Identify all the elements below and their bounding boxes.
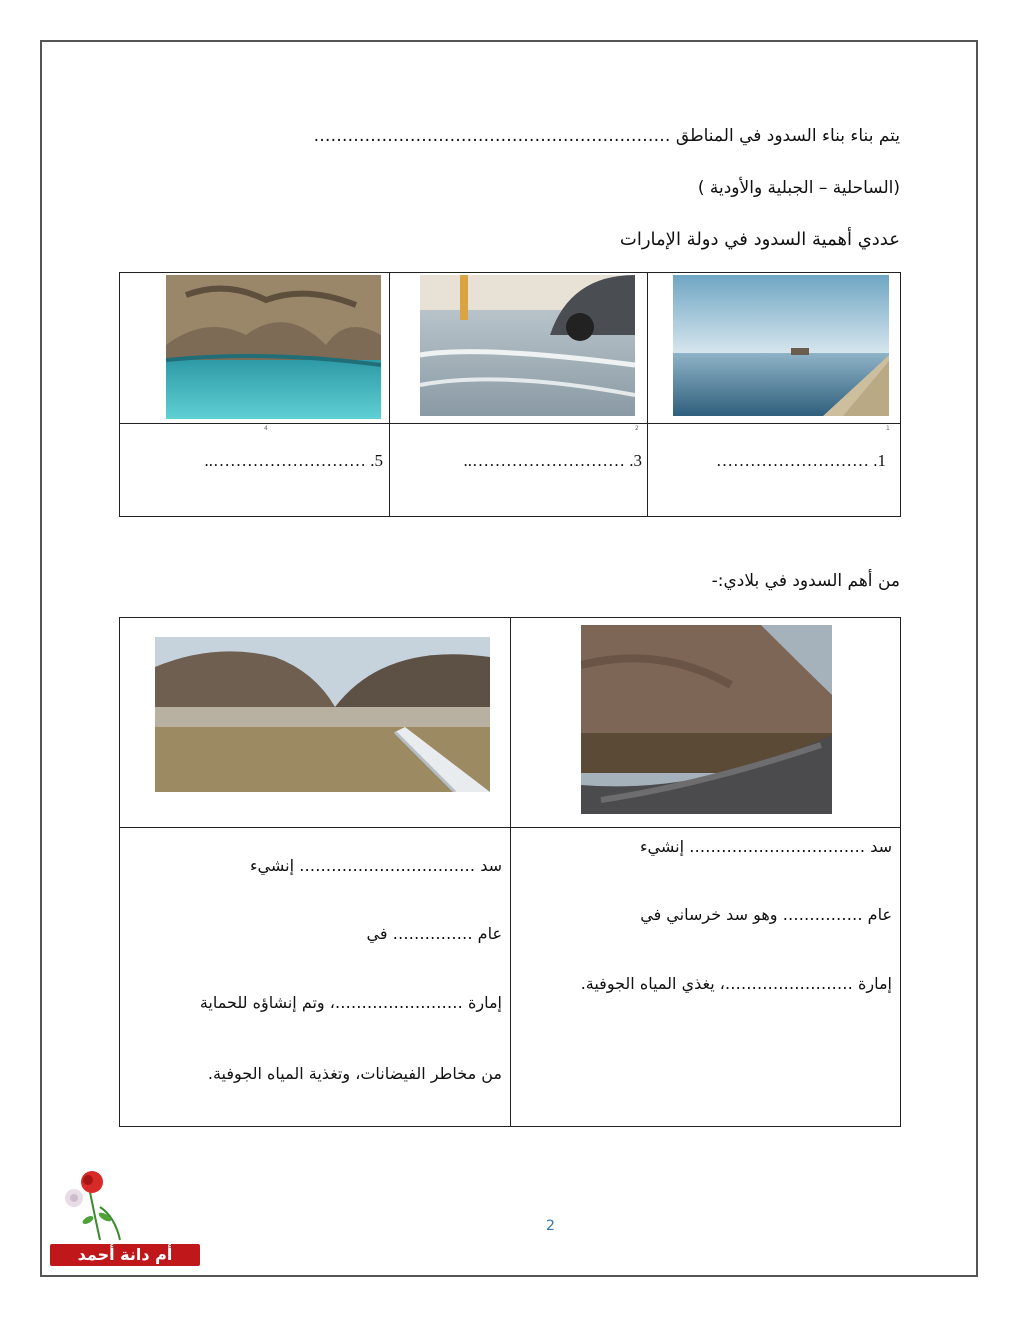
dam-left-line-4: من مخاطر الفيضانات، وتغذية المياه الجوفية. [207, 1064, 502, 1083]
dam-right-line-1[interactable]: سد …………………………… إنشيء [639, 837, 892, 856]
caption-number: 4 [264, 425, 268, 432]
flooded-street-photo [420, 275, 635, 416]
concrete-dam-photo [155, 637, 490, 792]
caption-number: 1 [886, 425, 890, 432]
dam-right-line-3[interactable]: إمارة ……………………، يغذي المياه الجوفية. [580, 974, 892, 993]
caption-number: 2 [635, 425, 639, 432]
dam-left-line-3[interactable]: إمارة ……………………، وتم إنشاؤه للحماية [199, 993, 502, 1012]
question-line-1: يتم بناء بناء السدود في المناطق ……………………………………………………… [313, 126, 900, 146]
logo-text: أم دانة أحمد [50, 1244, 200, 1266]
question-line-2: عددي أهمية السدود في دولة الإمارات [619, 229, 900, 250]
answer-5[interactable]: 5. ……………………….. [204, 451, 383, 470]
page-number: 2 [546, 1218, 555, 1234]
options-line: (الساحلية – الجبلية والأودية ) [697, 178, 900, 198]
cave-water-photo [166, 275, 381, 419]
rose-icon [60, 1162, 140, 1242]
dams-heading: من أهم السدود في بلادي:- [711, 571, 900, 591]
dams-table [119, 617, 901, 1127]
mountain-dam-photo [581, 625, 832, 814]
sea-dam-photo [673, 275, 889, 416]
importance-table [119, 272, 901, 517]
answer-3[interactable]: 3. ……………………….. [463, 451, 642, 470]
dam-left-line-1[interactable]: سد …………………………… إنشيء [249, 856, 502, 875]
answer-1[interactable]: 1. ……………………… [716, 451, 886, 470]
dam-left-line-2[interactable]: عام …………… في [366, 924, 502, 943]
dam-right-line-2[interactable]: عام …………… وهو سد خرساني في [640, 905, 892, 924]
